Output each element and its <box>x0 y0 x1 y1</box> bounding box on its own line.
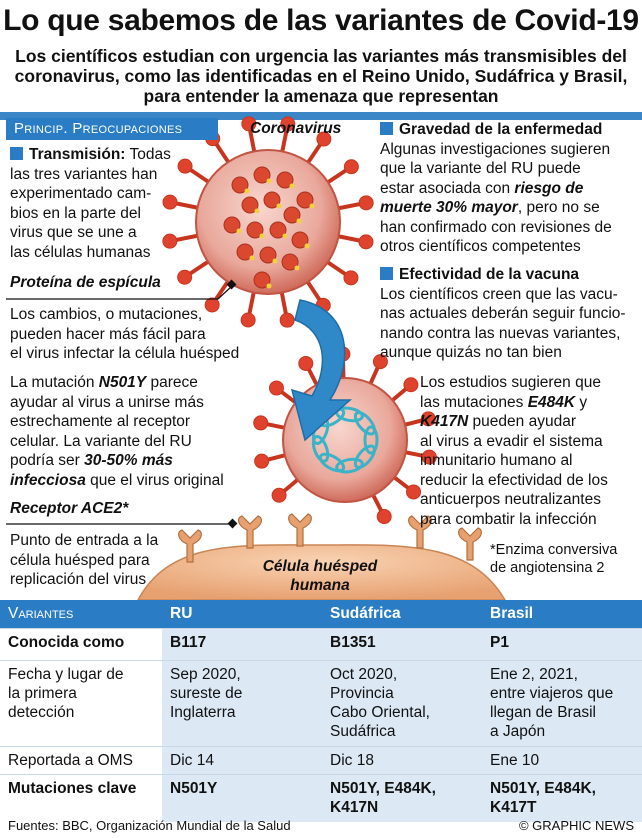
table-row <box>0 628 642 660</box>
e484k-line: para combatir la infección <box>420 510 597 528</box>
spike-line: Los cambios, o mutaciones, <box>10 306 203 323</box>
transmission-text: Todas <box>129 146 171 163</box>
table-cell: Ene 10 <box>482 746 642 774</box>
spike-head <box>255 454 269 468</box>
k417n-mutation: K417N <box>420 413 469 430</box>
host-cell-label: Célula huésped <box>262 558 378 575</box>
footnote-line: de angiotensina 2 <box>490 560 605 576</box>
surface-dot <box>237 229 242 234</box>
table-row <box>0 746 642 774</box>
n501y-line: ayudar al virus a unirse más <box>10 393 204 411</box>
page-subtitle: Los científicos estudian con urgencia las variantes más transmisibles del coronavirus, como las identificadas en el Reino Unido, Sudáfrica y Brasil, para entender la amenaza que representan <box>14 46 628 106</box>
severity-line: han confirmado con revisiones de <box>380 218 612 236</box>
host-cell-label: humana <box>290 577 350 594</box>
vaccine-heading: Efectividad de la vacuna <box>399 266 580 283</box>
variants-table <box>0 600 642 822</box>
n501y-text: La mutación <box>10 374 99 391</box>
surface-dot <box>250 256 255 261</box>
e484k-text: pueden ayudar <box>468 413 576 430</box>
transmission-line: bios en la parte del <box>10 204 141 222</box>
spike-head <box>269 381 283 395</box>
severity-heading: Gravedad de la enfermedad <box>399 121 603 138</box>
tag-principal-concerns: Princip. Preocupaciones <box>6 118 218 140</box>
severity-line: otros científicos competentes <box>380 238 581 255</box>
vaccine-line: aunque quizás no tan bien <box>380 344 562 361</box>
n501y-text: que el virus original <box>85 471 224 489</box>
surface-dot <box>310 204 315 209</box>
n501y-text: podría ser <box>10 452 85 469</box>
spike-head <box>178 270 192 284</box>
ace2-receptor <box>289 514 312 546</box>
footer-credit: © GRAPHIC NEWS <box>518 818 634 833</box>
table-cell: Conocida como <box>0 628 162 660</box>
transmission-block <box>10 145 220 262</box>
table-cell: Dic 14 <box>162 746 322 774</box>
n501y-highlight: 30-50% más <box>84 452 173 469</box>
spike-line: pueden hacer más fácil para <box>10 325 206 343</box>
spike-head <box>404 378 418 392</box>
surface-dot <box>255 209 260 214</box>
ace2-receptor <box>459 528 482 560</box>
spike-head <box>254 416 268 430</box>
ace2-receptor <box>239 516 262 548</box>
surface-dot <box>273 259 278 264</box>
spike-head <box>280 313 294 327</box>
table-row <box>0 660 642 746</box>
table-cell: Mutaciones clave <box>0 774 162 822</box>
surface-dot <box>297 219 302 224</box>
severity-line: que la variante del RU puede <box>380 160 581 177</box>
spike-head <box>359 235 373 249</box>
table-cell: N501Y, E484K, K417N <box>322 774 482 822</box>
spike-line: el virus infectar la célula huésped <box>10 345 240 362</box>
severity-block <box>380 120 640 257</box>
e484k-line: Los estudios sugieren que <box>420 374 601 391</box>
vaccine-line: Los científicos creen que las vacu- <box>380 285 618 303</box>
table-cell: Ene 2, 2021, entre viajeros que llegan de Brasil a Japón <box>482 660 642 746</box>
surface-dot <box>277 204 282 209</box>
receptor-line: Punto de entrada a la <box>10 532 159 549</box>
bullet-square-icon <box>10 147 23 160</box>
n501y-block <box>10 373 250 490</box>
bullet-square-icon <box>380 122 393 135</box>
e484k-line: anticuerpos neutralizantes <box>420 491 601 508</box>
transmission-line: las células humanas <box>10 243 151 261</box>
severity-line: Algunas investigaciones sugieren <box>380 140 611 158</box>
vaccine-line: nando contra las nuevas variantes, <box>380 324 621 342</box>
surface-dot <box>290 184 295 189</box>
severity-highlight: riesgo de <box>514 179 584 197</box>
receptor-block <box>10 531 190 590</box>
n501y-highlight: infecciosa <box>10 471 86 489</box>
spike-head <box>299 356 313 370</box>
spike-head <box>407 485 421 499</box>
spike-head <box>344 160 358 174</box>
surface-dot <box>245 189 250 194</box>
label-host-cell <box>240 557 400 595</box>
severity-text: estar asociada con <box>380 179 515 197</box>
spike-block <box>10 305 270 364</box>
spike-head <box>377 510 391 524</box>
surface-dot <box>267 179 272 184</box>
spike-head <box>272 488 286 502</box>
table-cell: P1 <box>482 628 642 660</box>
table-cell: Oct 2020, Provincia Cabo Oriental, Sudáfrica <box>322 660 482 746</box>
label-coronavirus: Coronavirus <box>250 120 342 137</box>
footer-sources: Fuentes: BBC, Organización Mundial de la Salud <box>8 818 291 833</box>
footnote-line: *Enzima conversiva <box>490 542 618 558</box>
e484k-line: reducir la efectividad de los <box>420 471 608 489</box>
table-cell: Reportada a OMS <box>0 746 162 774</box>
table-cell: N501Y <box>162 774 322 822</box>
transmission-heading: Transmisión: <box>29 146 126 163</box>
e484k-line: inmunitario humano al <box>420 452 573 469</box>
table-cell: Dic 18 <box>322 746 482 774</box>
header-brazil: Brasil <box>482 600 642 628</box>
spike-head <box>344 271 358 285</box>
vaccine-line: nas actuales deberán seguir funcio- <box>380 305 626 322</box>
table-header-row <box>0 600 642 628</box>
surface-dot <box>283 234 288 239</box>
e484k-text: las mutaciones <box>420 393 528 411</box>
e484k-block <box>420 373 640 529</box>
severity-highlight: muerte 30% mayor <box>380 199 518 216</box>
bullet-square-icon <box>380 267 393 280</box>
header-south-africa: Sudáfrica <box>322 600 482 628</box>
e484k-text: y <box>575 393 588 411</box>
table-cell: B1351 <box>322 628 482 660</box>
severity-text: , pero no se <box>517 199 600 216</box>
header-uk: RU <box>162 600 322 628</box>
vaccine-block <box>380 265 642 363</box>
label-spike-protein: Proteína de espícula <box>10 274 161 291</box>
e484k-line: al virus a evadir el sistema <box>420 432 603 450</box>
n501y-line: celular. La variante del RU <box>10 432 192 450</box>
header-variants: Variantes <box>0 600 162 628</box>
table-cell: N501Y, E484K, K417T <box>482 774 642 822</box>
n501y-line: estrechamente al receptor <box>10 413 191 430</box>
page-title: Lo que sabemos de las variantes de Covid-19 <box>3 4 639 37</box>
surface-dot <box>267 284 272 289</box>
surface-dot <box>305 244 310 249</box>
transmission-line: las tres variantes han <box>10 165 158 183</box>
receptor-line: célula huésped para <box>10 551 150 569</box>
table-cell: B117 <box>162 628 322 660</box>
spike-head <box>359 196 373 210</box>
surface-dot <box>295 266 300 271</box>
table-cell: Fecha y lugar de la primera detección <box>0 660 162 746</box>
surface-dot <box>260 234 265 239</box>
e484k-mutation: E484K <box>527 393 576 411</box>
table-cell: Sep 2020, sureste de Inglaterra <box>162 660 322 746</box>
footnote-block <box>490 541 640 577</box>
transmission-line: experimentado cam- <box>10 185 152 202</box>
n501y-text: parece <box>146 374 198 391</box>
label-ace2-receptor: Receptor ACE2* <box>10 500 129 517</box>
receptor-line: replicación del virus <box>10 571 147 588</box>
n501y-mutation: N501Y <box>98 374 147 391</box>
transmission-line: virus que se une a <box>10 224 137 241</box>
